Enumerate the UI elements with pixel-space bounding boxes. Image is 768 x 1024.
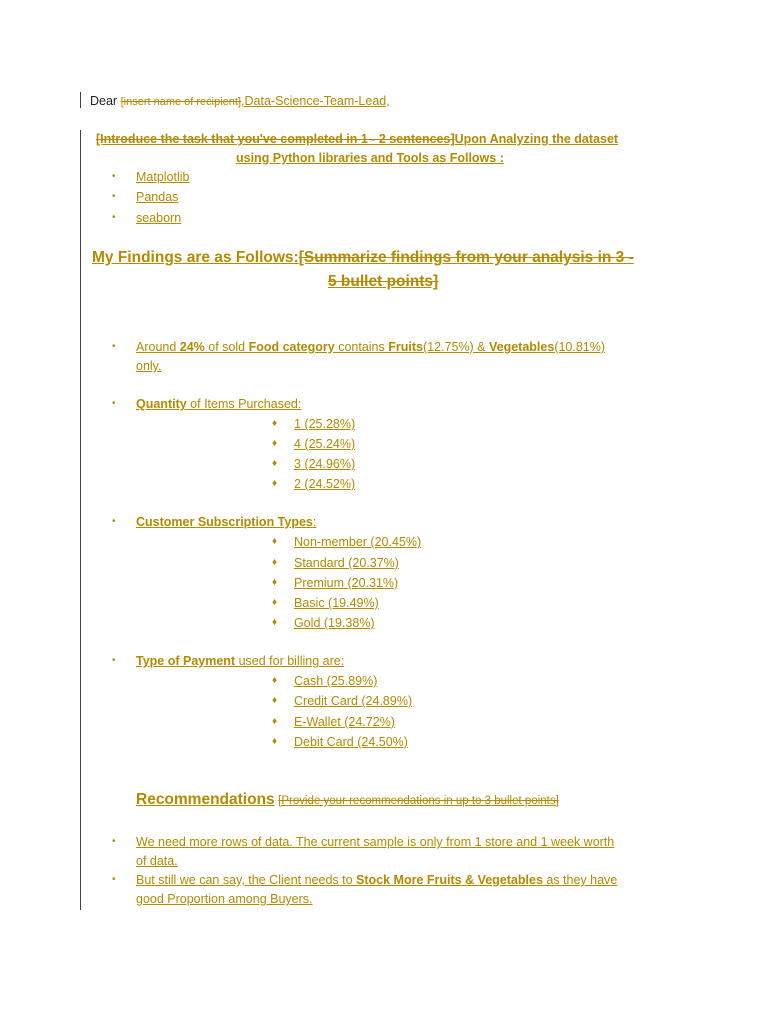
quantity-item: 3 (24.96%): [294, 457, 356, 471]
payment-item: Debit Card (24.50%): [294, 735, 408, 749]
intro-placeholder: [Introduce the task that you've completed in 1 - 2 sentences]: [96, 132, 455, 146]
diamond-bullet-icon: ♦: [272, 458, 278, 469]
payment-item: Credit Card (24.89%): [294, 694, 413, 708]
bullet-icon: •: [112, 516, 116, 527]
diamond-bullet-icon: ♦: [272, 536, 278, 547]
intro-line1: [96, 132, 618, 146]
bullet-icon: •: [112, 836, 116, 847]
revision-bar: [80, 130, 81, 910]
finding-food-category: Food category: [248, 340, 335, 354]
diamond-bullet-icon: ♦: [272, 597, 278, 608]
recipient-name: ,Data-Science-Team-Lead,: [241, 94, 390, 108]
finding-text: (12.75%) &: [422, 340, 489, 354]
finding-food-line2: only.: [136, 359, 162, 373]
quantity-label: Quantity: [136, 397, 187, 411]
quantity-rest: of Items Purchased:: [186, 397, 302, 411]
finding-pct: 24%: [179, 340, 209, 354]
diamond-bullet-icon: ♦: [272, 557, 278, 568]
subscription-item: Standard (20.37%): [294, 556, 399, 570]
subscription-label: Customer Subscription Types: [136, 515, 313, 529]
quantity-item: 2 (24.52%): [294, 477, 356, 491]
finding-text: (10.81%): [554, 340, 606, 354]
intro-text-2: using Python libraries and Tools as Follows :: [236, 151, 504, 165]
tool-item: Pandas: [136, 190, 179, 204]
subscription-item: Non-member (20.45%): [294, 535, 422, 549]
findings-title: My Findings are as Follows:: [92, 249, 299, 266]
quantity-heading: [136, 397, 301, 411]
finding-text: of sold: [208, 340, 249, 354]
finding-text: Around: [136, 340, 180, 354]
diamond-bullet-icon: ♦: [272, 695, 278, 706]
payment-heading: [136, 654, 344, 668]
finding-fruits: Fruits: [388, 340, 423, 354]
bullet-icon: •: [112, 212, 116, 223]
recommendation-1-line2: of data.: [136, 854, 178, 868]
payment-item: E-Wallet (24.72%): [294, 715, 395, 729]
recommendation-2-line1: [136, 873, 617, 887]
recommendation-bold: Stock More Fruits & Vegetables: [356, 873, 543, 887]
finding-food-line1: [136, 340, 605, 354]
recommendations-heading: [136, 791, 559, 809]
recommendation-2-line2: good Proportion among Buyers.: [136, 892, 313, 906]
recommendation-text: But still we can say, the Client needs to: [136, 873, 357, 887]
findings-placeholder-1: [Summarize findings from your analysis in 3 -: [298, 249, 634, 266]
recommendation-1-line1: We need more rows of data. The current sample is only from 1 store and 1 week worth: [136, 835, 615, 849]
bullet-icon: •: [112, 398, 116, 409]
quantity-item: 1 (25.28%): [294, 417, 356, 431]
diamond-bullet-icon: ♦: [272, 478, 278, 489]
tool-item: seaborn: [136, 211, 182, 225]
subscription-item: Gold (19.38%): [294, 616, 375, 630]
bullet-icon: •: [112, 341, 116, 352]
payment-label: Type of Payment: [136, 654, 236, 668]
diamond-bullet-icon: ♦: [272, 418, 278, 429]
diamond-bullet-icon: ♦: [272, 438, 278, 449]
recommendations-placeholder: [Provide your recommendations in up to 3 bullet points]: [278, 795, 559, 807]
bullet-icon: •: [112, 191, 116, 202]
finding-vegetables: Vegetables: [488, 340, 555, 354]
diamond-bullet-icon: ♦: [272, 736, 278, 747]
diamond-bullet-icon: ♦: [272, 617, 278, 628]
tool-item: Matplotlib: [136, 170, 190, 184]
findings-heading: [92, 249, 634, 267]
recommendations-title: Recommendations: [136, 791, 275, 808]
revision-bar: [80, 92, 81, 108]
diamond-bullet-icon: ♦: [272, 716, 278, 727]
subscription-item: Premium (20.31%): [294, 576, 399, 590]
intro-text-1: Upon Analyzing the dataset: [454, 132, 619, 146]
subscription-heading: [136, 515, 316, 529]
greeting-dear: Dear: [90, 94, 118, 108]
finding-text: contains: [334, 340, 389, 354]
subscription-rest: :: [312, 515, 317, 529]
payment-item: Cash (25.89%): [294, 674, 378, 688]
payment-rest: used for billing are:: [235, 654, 345, 668]
bullet-icon: •: [112, 171, 116, 182]
recommendation-text: as they have: [542, 873, 618, 887]
bullet-icon: •: [112, 874, 116, 885]
greeting-line: [90, 94, 390, 108]
diamond-bullet-icon: ♦: [272, 577, 278, 588]
diamond-bullet-icon: ♦: [272, 675, 278, 686]
bullet-icon: •: [112, 655, 116, 666]
subscription-item: Basic (19.49%): [294, 596, 379, 610]
quantity-item: 4 (25.24%): [294, 437, 356, 451]
recipient-placeholder: [insert name of recipient]: [120, 96, 242, 108]
findings-placeholder-2: 5 bullet points]: [328, 273, 439, 290]
